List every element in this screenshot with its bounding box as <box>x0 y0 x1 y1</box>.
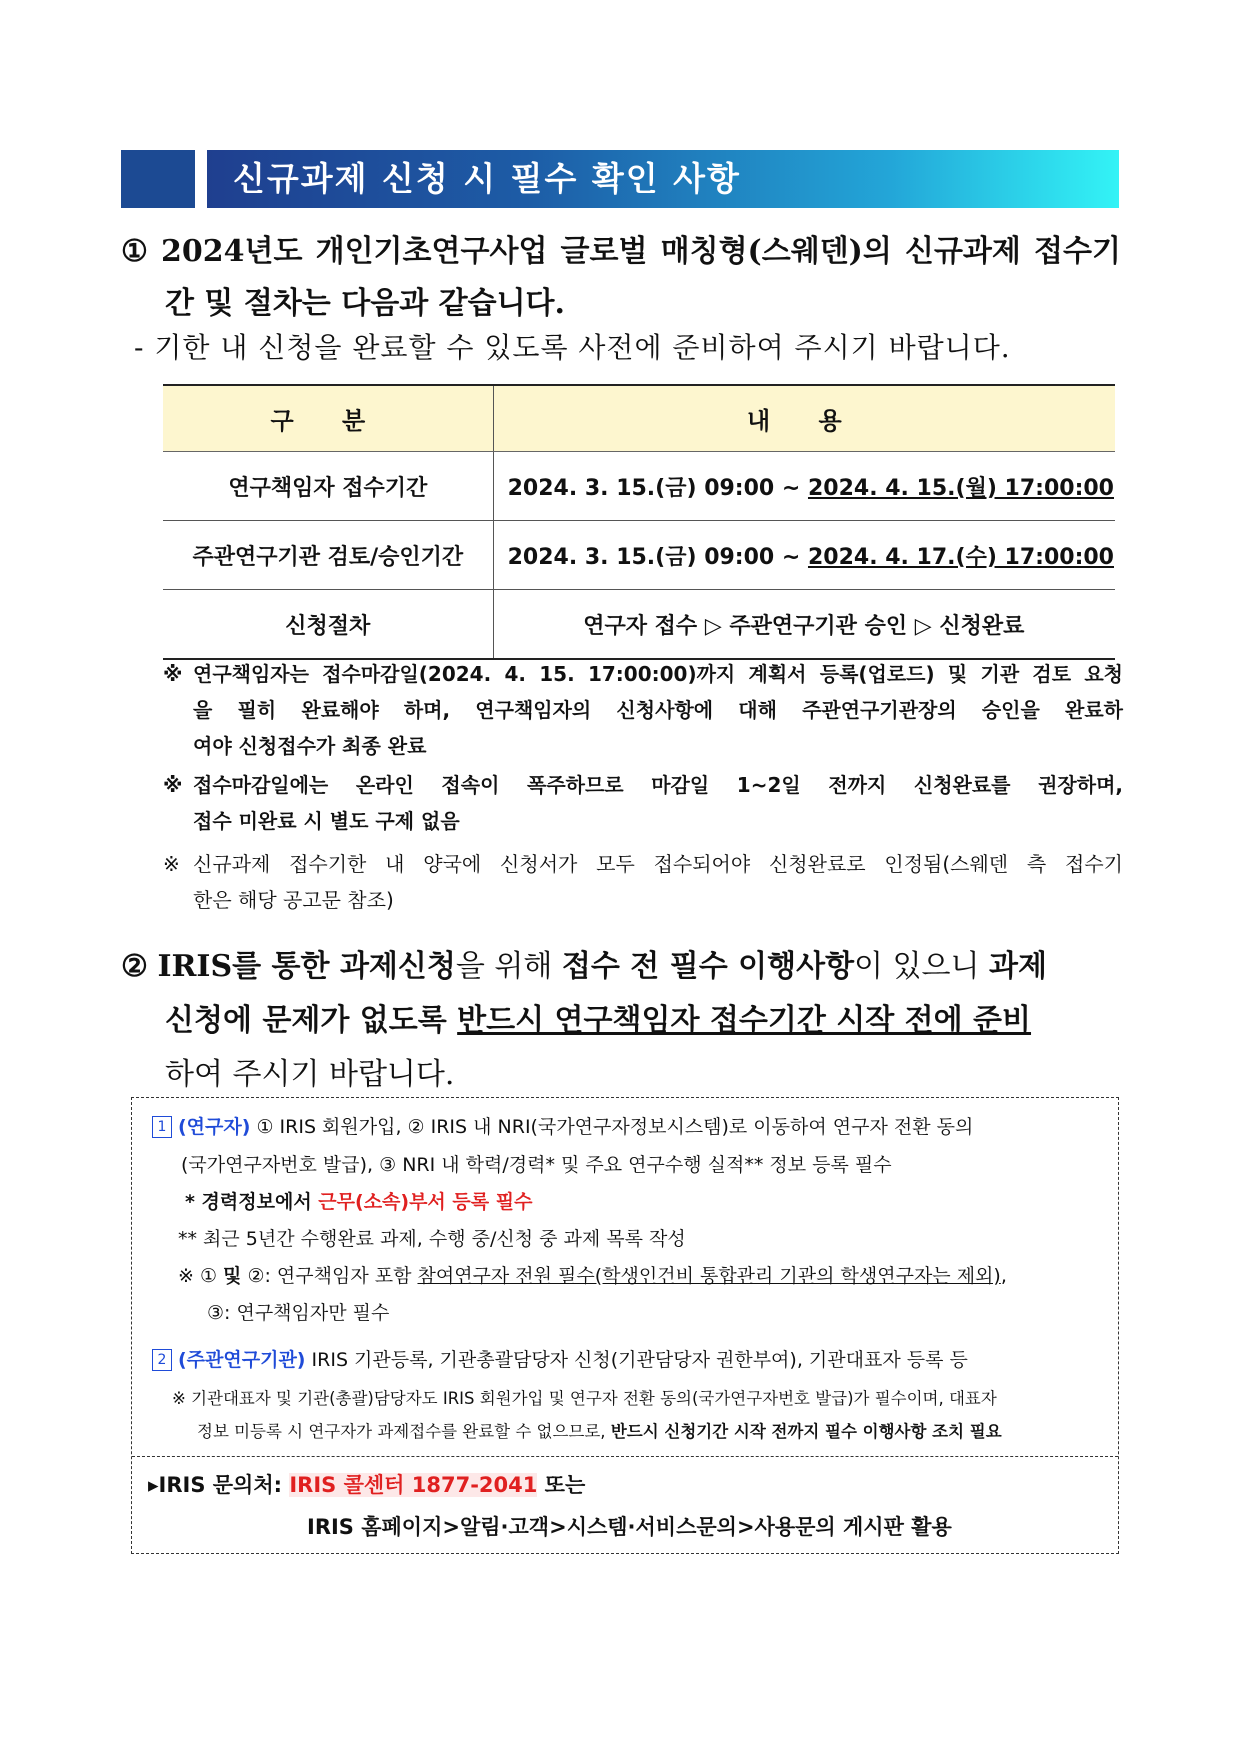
section-2-line-1: ② IRIS를 통한 과제신청을 위해 접수 전 필수 이행사항이 있으니 과제 <box>121 949 1048 984</box>
row-value: 2024. 3. 15.(금) 09:00 ~ 2024. 4. 15.(월) 17:00:00 <box>493 452 1115 521</box>
page-title: 신규과제 신청 시 필수 확인 사항 <box>233 159 741 198</box>
box-item-1-line-2: (국가연구자번호 발급), ③ NRI 내 학력/경력* 및 주요 연구수행 실적** 정보 등록 필수 <box>181 1154 892 1176</box>
inquiry-line-1: ▸IRIS 문의처: IRIS 콜센터 1877-2041 또는 <box>148 1473 586 1497</box>
note-1: ※ 연구책임자는 접수마감일(2024. 4. 15. 17:00:00)까지 계획서 등록(업로드) 및 기관 검토 요청 을 필히 완료해야 하며, 연구책임자의 신청사항에 대해 주관연구기관장의 승인을 완료하 여야 신청접수가 최종 완료 <box>163 662 1123 758</box>
section-2-marker: ② <box>121 949 148 984</box>
header-square <box>121 150 195 208</box>
section-1-dash-note: - 기한 내 신청을 완료할 수 있도록 사전에 준비하여 주시기 바랍니다. <box>134 331 1011 364</box>
table-header-category: 구 분 <box>163 385 493 452</box>
section-1-marker: ① <box>121 234 148 269</box>
callcenter-number: IRIS 콜센터 1877-2041 <box>289 1473 538 1497</box>
box-item-1-note: ※ ① 및 ②: 연구책임자 포함 참여연구자 전원 필수(학생인건비 통합관리 기관의 학생연구자는 제외), <box>178 1265 1007 1287</box>
note-3: ※ 신규과제 접수기한 내 양국에 신청서가 모두 접수되어야 신청완료로 인정됨(스웨덴 측 접수기 한은 해당 공고문 참조) <box>163 852 1123 912</box>
section-1 <box>121 226 1121 330</box>
table-row <box>163 452 1115 521</box>
requirements-box <box>131 1097 1119 1554</box>
row-procedure: 연구자 접수 ▷ 주관연구기관 승인 ▷ 신청완료 <box>493 590 1115 660</box>
box-item-2-note-2: 정보 미등록 시 연구자가 과제접수를 완료할 수 없으므로, 반드시 신청기간 시작 전까지 필수 이행사항 조치 필요 <box>197 1422 1002 1441</box>
table-header-content: 내 용 <box>493 385 1115 452</box>
box-item-1-star-2: ** 최근 5년간 수행완료 과제, 수행 중/신청 중 과제 목록 작성 <box>178 1228 686 1250</box>
section-1-line-2: 간 및 절차는 다음과 같습니다. <box>165 286 565 321</box>
row-label: 주관연구기관 검토/승인기간 <box>163 521 493 590</box>
note-2: ※ 접수마감일에는 온라인 접속이 폭주하므로 마감일 1~2일 전까지 신청완료를 권장하며, 접수 미완료 시 별도 구제 없음 <box>163 773 1123 833</box>
section-2-line-2: 신청에 문제가 없도록 반드시 연구책임자 접수기간 시작 전에 준비 <box>165 1003 1032 1038</box>
row-label: 연구책임자 접수기간 <box>163 452 493 521</box>
table-row <box>163 590 1115 660</box>
box-item-1-star-1: * 경력정보에서 근무(소속)부서 등록 필수 <box>185 1191 533 1213</box>
item-number-badge: 1 <box>152 1116 172 1138</box>
box-item-2-note-1: ※ 기관대표자 및 기관(총괄)담당자도 IRIS 회원가입 및 연구자 전환 동의(국가연구자번호 발급)가 필수이며, 대표자 <box>172 1389 997 1408</box>
inquiry-line-2: IRIS 홈페이지>알림·고객>시스템·서비스문의>사용문의 게시판 활용 <box>307 1515 952 1539</box>
table-row <box>163 521 1115 590</box>
box-divider <box>132 1456 1118 1457</box>
table-header-row <box>163 385 1115 452</box>
item-number-badge: 2 <box>152 1349 172 1371</box>
section-2-line-3: 하여 주시기 바랍니다. <box>165 1057 455 1092</box>
row-value: 2024. 3. 15.(금) 09:00 ~ 2024. 4. 17.(수) 17:00:00 <box>493 521 1115 590</box>
box-item-1-line-1: 1 (연구자) ① IRIS 회원가입, ② IRIS 내 NRI(국가연구자정보시스템)로 이동하여 연구자 전환 동의 <box>152 1112 973 1142</box>
section-1-line-1: ① 2024년도 개인기초연구사업 글로벌 매칭형(스웨덴)의 신규과제 접수기 <box>121 226 1121 278</box>
section-2 <box>121 940 1121 1102</box>
row-label: 신청절차 <box>163 590 493 660</box>
section-header <box>121 150 1119 208</box>
schedule-table <box>163 384 1115 660</box>
box-item-1-note-2: ③: 연구책임자만 필수 <box>207 1302 390 1324</box>
box-item-2-line-1: 2 (주관연구기관) IRIS 기관등록, 기관총괄담당자 신청(기관담당자 권한부여), 기관대표자 등록 등 <box>152 1345 968 1375</box>
